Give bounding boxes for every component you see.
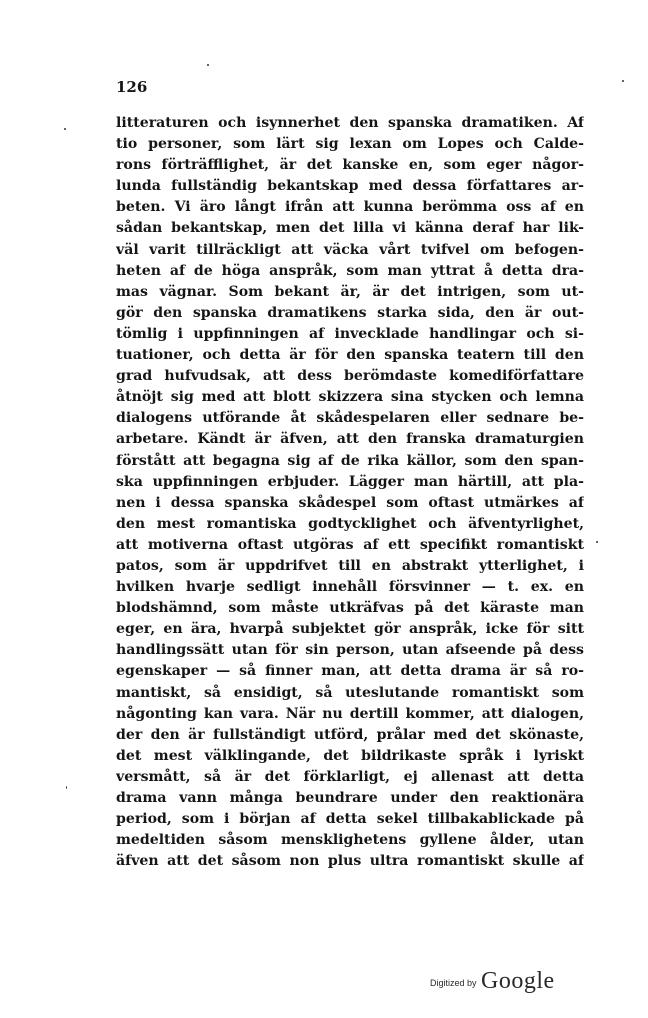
scan-speck <box>66 786 67 789</box>
text-line: arbetare. Kändt är äfven, att den franska dramaturgien <box>116 431 584 448</box>
page-number: 126 <box>116 78 148 96</box>
text-line: drama vann många beundrare under den reaktionära <box>116 790 584 806</box>
scan-speck <box>64 128 66 130</box>
text-line: hvilken hvarje sedligt innehåll försvinner — t. ex. en <box>116 579 584 596</box>
text-line: litteraturen och isynnerhet den spanska dramatiken. Af <box>116 115 584 131</box>
text-line: tio personer, som lärt sig lexan om Lopes och Calde- <box>116 136 584 153</box>
text-line: handlingssätt utan för sin person, utan afseende på dess <box>116 642 584 659</box>
text-line: medeltiden såsom mensklighetens gyllene ålder, utan <box>116 832 584 849</box>
text-line: någonting kan vara. När nu dertill kommer, att dialogen, <box>116 705 584 722</box>
text-line: det mest välklingande, det bildrikaste språk i lyriskt <box>116 747 584 764</box>
text-line: åtnöjt sig med att blott skizzera sina stycken och lemna <box>116 389 584 406</box>
text-line: heten af de höga anspråk, som man yttrat å detta dra- <box>116 262 584 279</box>
text-line: dialogens utförande åt skådespelaren eller sednare be- <box>116 410 584 427</box>
text-line: period, som i början af detta sekel tillbakablickade på <box>116 811 584 828</box>
text-line: ska uppfinningen erbjuder. Lägger man härtill, att pla- <box>116 473 584 490</box>
body-text <box>116 113 584 872</box>
text-line: versmått, så är det förklarligt, ej allenast att detta <box>116 768 584 785</box>
digitized-by-label: Digitized by <box>430 978 477 988</box>
text-line: väl varit tillräckligt att väcka vårt tvifvel om befogen- <box>116 241 584 258</box>
text-line: nen i dessa spanska skådespel som oftast utmärkes af <box>116 494 584 511</box>
text-line: rons förträfflighet, är det kanske en, som eger någor- <box>116 157 584 174</box>
text-line: tömlig i uppfinningen af invecklade handlingar och si- <box>116 325 584 342</box>
google-logo-text: Google <box>480 968 555 994</box>
text-line: mantiskt, så ensidigt, så uteslutande romantiskt som <box>116 684 584 701</box>
text-line: mas vägnar. Som bekant är, är det intrigen, som ut- <box>116 283 584 300</box>
text-line: att motiverna oftast utgöras af ett specifikt romantiskt <box>116 536 584 553</box>
scan-speck <box>596 541 598 543</box>
text-line: lunda fullständig bekantskap med dessa författares ar- <box>116 178 584 195</box>
text-line: förstått att begagna sig af de rika källor, som den span- <box>116 452 584 469</box>
text-line: sådan bekantskap, men det lilla vi känna deraf har lik- <box>116 220 584 237</box>
text-line: patos, som är uppdrifvet till en abstrakt ytterlighet, i <box>116 557 584 574</box>
text-line: den mest romantiska godtycklighet och äfventyrlighet, <box>116 515 584 532</box>
text-line: äfven att det såsom non plus ultra romantiskt skulle af <box>116 853 584 870</box>
text-line: blodshämnd, som måste utkräfvas på det käraste man <box>116 600 584 617</box>
text-line: tuationer, och detta är för den spanska teatern till den <box>116 347 584 364</box>
text-line: eger, en ära, hvarpå subjektet gör anspråk, icke för sitt <box>116 621 584 638</box>
scan-speck <box>622 80 624 82</box>
text-line: grad hufvudsak, att dess berömdaste komediförfattare <box>116 368 584 385</box>
text-line: egenskaper — så finner man, att detta drama är så ro- <box>116 663 584 680</box>
text-line: der den är fullständigt utförd, prålar med det skönaste, <box>116 726 584 743</box>
text-line: gör den spanska dramatikens starka sida, den är out- <box>116 304 584 321</box>
digitized-by-google-watermark <box>430 968 555 995</box>
text-line: beten. Vi äro långt ifrån att kunna berömma oss af en <box>116 199 584 216</box>
scan-speck <box>207 64 209 66</box>
